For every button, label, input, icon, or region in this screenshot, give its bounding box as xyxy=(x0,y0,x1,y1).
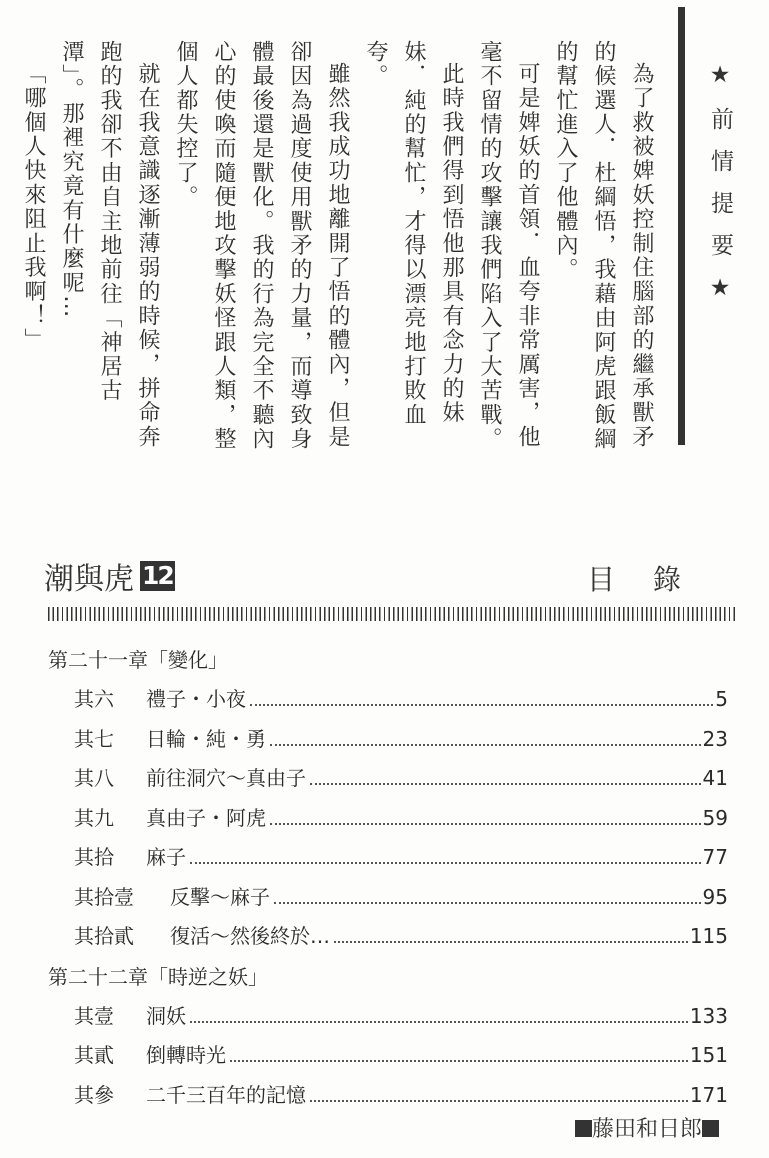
dot-leader xyxy=(270,744,701,746)
synopsis-paragraph: 為了救被婢妖控制住腦部的繼承獸矛的候選人．杜綱悟，我藉由阿虎跟飯綱的幫忙進入了他體內。 xyxy=(553,40,654,452)
dot-leader xyxy=(230,1060,688,1062)
episode-title: 日輪・純・勇 xyxy=(146,726,266,751)
dot-leader xyxy=(334,941,688,943)
toc-entry[interactable] xyxy=(48,1036,728,1076)
dot-leader xyxy=(310,1100,688,1102)
decorative-barcode-rule xyxy=(48,607,735,621)
toc-entry[interactable] xyxy=(48,799,728,839)
episode-number: 其拾貳 xyxy=(74,924,134,948)
author-name: 藤田和日郎 xyxy=(591,1117,702,1142)
toc-entry[interactable] xyxy=(48,759,728,799)
series-name: 潮與虎 xyxy=(44,562,134,597)
page-number: 95 xyxy=(702,884,728,909)
synopsis-text xyxy=(14,40,660,460)
episode-title: 二千三百年的記憶 xyxy=(146,1082,306,1107)
page-number: 115 xyxy=(689,924,728,948)
episode-title: 倒轉時光 xyxy=(146,1043,226,1067)
page-number: 41 xyxy=(702,766,728,790)
episode-number: 其參 xyxy=(74,1082,114,1107)
episode-number: 其貳 xyxy=(74,1043,114,1067)
toc-entry[interactable] xyxy=(48,680,728,720)
episode-title: 禮子・小夜 xyxy=(146,687,246,711)
toc-entry[interactable] xyxy=(48,878,728,918)
episode-number: 其九 xyxy=(74,805,114,830)
toc-entry[interactable] xyxy=(48,997,728,1037)
volume-badge: 12 xyxy=(142,561,173,590)
square-bullet-icon xyxy=(575,1120,592,1137)
synopsis-heading: ★前情提要★ xyxy=(707,62,733,320)
episode-title: 真由子・阿虎 xyxy=(146,805,266,830)
vertical-divider-bar xyxy=(678,7,685,445)
episode-title: 反擊～麻子 xyxy=(170,884,270,909)
episode-title: 麻子 xyxy=(146,845,186,869)
synopsis-paragraph: 就在我意識逐漸薄弱的時候，拼命奔跑的我卻不由自主地前往「神居古潭」。那裡究竟有什麼呢… xyxy=(59,40,160,450)
episode-number: 其拾壹 xyxy=(74,884,134,909)
synopsis-paragraph: 可是婢妖的首領．血夸非常厲害，他毫不留情的攻擊讓我們陷入了大苦戰。 xyxy=(477,40,540,452)
toc-title: 目錄 xyxy=(586,563,719,596)
toc-entry[interactable] xyxy=(48,720,728,760)
episode-number: 其七 xyxy=(74,726,114,751)
toc-entry[interactable] xyxy=(48,838,728,878)
episode-title: 復活～然後終於… xyxy=(170,924,330,948)
page-number: 59 xyxy=(702,805,728,830)
episode-title: 前往洞穴～真由子 xyxy=(146,766,306,790)
dot-leader xyxy=(250,704,713,706)
square-bullet-icon xyxy=(702,1120,719,1137)
page-number: 23 xyxy=(702,726,728,751)
dot-leader xyxy=(190,862,701,864)
dot-leader xyxy=(274,902,701,904)
dot-leader xyxy=(190,1021,688,1023)
author-credit xyxy=(575,1112,719,1143)
synopsis-quote: 「哪個人快來阻止我啊！」 xyxy=(21,62,46,353)
chapter-heading[interactable]: 第二十二章「時逆之妖」 xyxy=(48,964,268,989)
episode-number: 其六 xyxy=(74,687,114,711)
synopsis-paragraph: 此時我們得到悟他那具有念力的妹妹．純的幫忙，才得以漂亮地打敗血夸。 xyxy=(363,40,464,428)
page-number: 133 xyxy=(689,1003,728,1028)
dot-leader xyxy=(270,823,701,825)
episode-title: 洞妖 xyxy=(146,1003,186,1028)
episode-number: 其拾 xyxy=(74,845,114,869)
page-number: 171 xyxy=(689,1082,728,1107)
episode-number: 其八 xyxy=(74,766,114,790)
page-number: 5 xyxy=(715,687,728,711)
synopsis-paragraph: 雖然我成功地離開了悟的體內，但是卻因為過度使用獸矛的力量，而導致身體最後還是獸化。我的行為完全不聽內心的使喚而隨便地攻擊妖怪跟人類，整個人都失控了。 xyxy=(173,40,350,452)
chapter-heading[interactable]: 第二十一章「變化」 xyxy=(48,648,228,672)
table-of-contents xyxy=(48,640,728,1115)
dot-leader xyxy=(310,783,701,785)
toc-entry[interactable] xyxy=(48,1076,728,1116)
page-number: 151 xyxy=(689,1043,728,1067)
episode-number: 其壹 xyxy=(74,1003,114,1028)
page-number: 77 xyxy=(702,845,728,869)
series-title xyxy=(44,554,175,598)
toc-entry[interactable] xyxy=(48,917,728,957)
